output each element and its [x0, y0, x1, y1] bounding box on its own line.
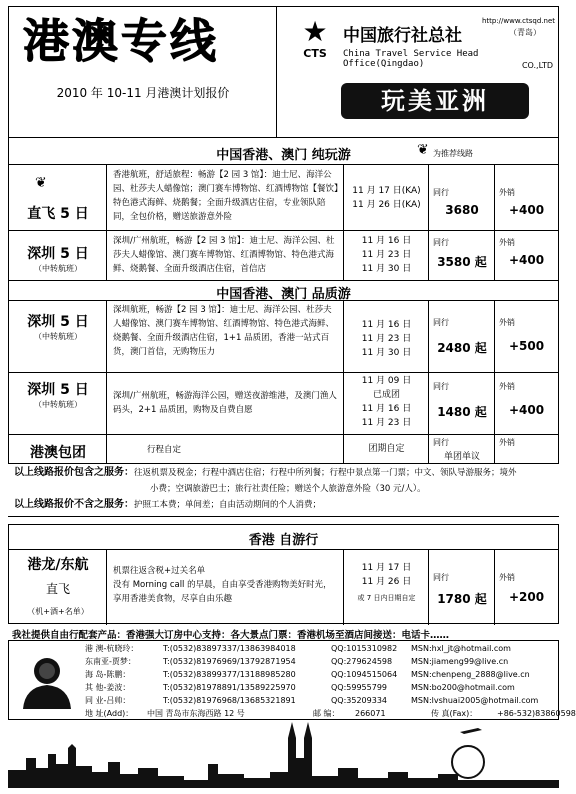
cts-logo: ★ CTS: [295, 17, 335, 65]
price: 2480 起: [437, 341, 487, 355]
table-row: 港龙/东航 直飞 （机+酒+名单） 机票往返含税+过关名单 没有 Morning call 的早晨，自由享受香港购物美好时光，享用香港美食物，尽享自由乐趣 11 月 17 日 11 月 26 日 或 7 日内日期自定 同行 1780 起 外销 +200: [9, 549, 558, 625]
company-block: [277, 7, 559, 137]
price: 1780 起: [437, 592, 487, 606]
page-subtitle: 2010 年 10-11 月港澳计划报价: [56, 86, 230, 100]
includes-line: 以上线路报价包含之服务：往返机票及税金；行程中酒店住宿；行程中所列餐；行程中景点第一门票；中文、领队导游服务；境外: [14, 467, 517, 478]
section-title: 中国香港、澳门 纯玩游: [216, 148, 351, 163]
table-row: ❦ 直飞 5 日 香港航班，舒适旅程：畅游【2 园 3 馆】：迪士尼、海洋公园、杜莎夫人蜡像馆；澳门赛车博物馆、红酒博物馆【餐饮】特色港式海鲜、烧鹅餐；全面升级酒店住宿，专业领队陪同，全包价格，赠送旅游意外险 11 月 17 日(KA) 11 月 26 日(KA) 同行 3680 外销 +400: [9, 164, 558, 230]
skyline-illustration: [8, 718, 559, 788]
contact-block: 港 澳-杭晓玲： T:(0532)83897337/13863984018 QQ:1015310982 MSN:hxl_jt@hotmail.com 东南亚-贾梦： T:(0532)81976969/13792871954 QQ:279624598 MSN:jiameng99@live.cn 海 岛-陈鹏： T:(0532)83899377/13188985280 QQ:1094515064 MSN:chenpeng_2888@live.cn 其 他-姜波： T:(0532)81978891/13589225970 QQ:59955799 MSN:bo200@hotmail.com 同 业-吕帅： T:(0532)81976968/13685321891 QQ:35209334 MSN:lvshuai2005@hotmail.com 地 址(Add)： 中国 青岛市东海西路 12 号 邮 编： 266071 传 真(Fax)： +86-532)83860598: [8, 640, 559, 720]
price: 3580 起: [437, 255, 487, 269]
table-row: 港澳包团 行程自定 团期自定 同行 单团单议 外销: [9, 434, 558, 464]
recommend-note: 为推荐线路: [433, 149, 473, 158]
section-pure-tour: [8, 138, 559, 280]
price: 1480 起: [437, 405, 487, 419]
section-quality-tour: [8, 280, 559, 464]
includes-line-2: 小费；空调旅游巴士；旅行社责任险；赠送个人旅游意外险（30 元/人）。: [150, 484, 426, 494]
grape-icon: ❦: [35, 175, 47, 191]
header-title-block: [9, 7, 277, 137]
company-city: （青岛）: [509, 28, 541, 37]
excludes-line: 以上线路报价不含之服务：护照工本费；单间差；自由活动期间的个人消费；: [14, 499, 322, 510]
person-icon: [19, 651, 75, 709]
divider: [8, 516, 559, 517]
table-row: 深圳 5 日 （中转航班） 深圳/广州航班，畅游海洋公园，赠送夜游维港，及澳门渔人码头，2+1 品质团，购物及自费自愿 11 月 09 日 已成团 11 月 16 日 11 月 23 日 同行 1480 起 外销 +400: [9, 372, 558, 434]
company-url: http://www.ctsqd.net: [481, 17, 555, 25]
table-row: 深圳 5 日 （中转航班） 深圳航班，畅游【2 园 3 馆】：迪士尼、海洋公园、杜莎夫人蜡像馆、澳门赛车博物馆、红酒博物馆、特色港式海鲜、烧鹅餐、全面升级酒店住宿，1+1 品质团，香港一站式百货，澳门首信，无购物压力 11 月 16 日 11 月 23 日 11 月 30 日 同行 2480 起 外销 +500: [9, 300, 558, 372]
price: 3680: [445, 203, 479, 217]
section-title: 中国香港、澳门 品质游: [216, 287, 351, 302]
company-name-en: China Travel Service Head Office(Qingdao): [343, 49, 479, 69]
star-icon: ★: [302, 15, 328, 48]
promo-banner: 玩美亚洲: [341, 83, 529, 119]
footer-banner: 我社提供自由行配套产品：香港强大订房中心支持：各大景点门票：香港机场至酒店间接送：电话卡……: [12, 630, 450, 641]
section-title: 香港 自游行: [248, 533, 319, 548]
company-name-cn: 中国旅行社总社: [343, 26, 462, 46]
grape-icon: ❦: [417, 142, 429, 158]
section-free-travel: [8, 524, 559, 624]
company-ltd: CO.,LTD: [521, 61, 553, 70]
header: [8, 6, 559, 138]
page-title: 港澳专线: [23, 14, 219, 68]
table-row: 深圳 5 日 （中转航班） 深圳/广州航班，畅游【2 园 3 馆】：迪士尼、海洋公园、杜莎夫人蜡像馆、澳门赛车博物馆、红酒博物馆、特色港式海鲜、烧鹅餐、全面升级酒店住宿，首信店 11 月 16 日 11 月 23 日 11 月 30 日 同行 3580 起 外销 +400: [9, 230, 558, 280]
